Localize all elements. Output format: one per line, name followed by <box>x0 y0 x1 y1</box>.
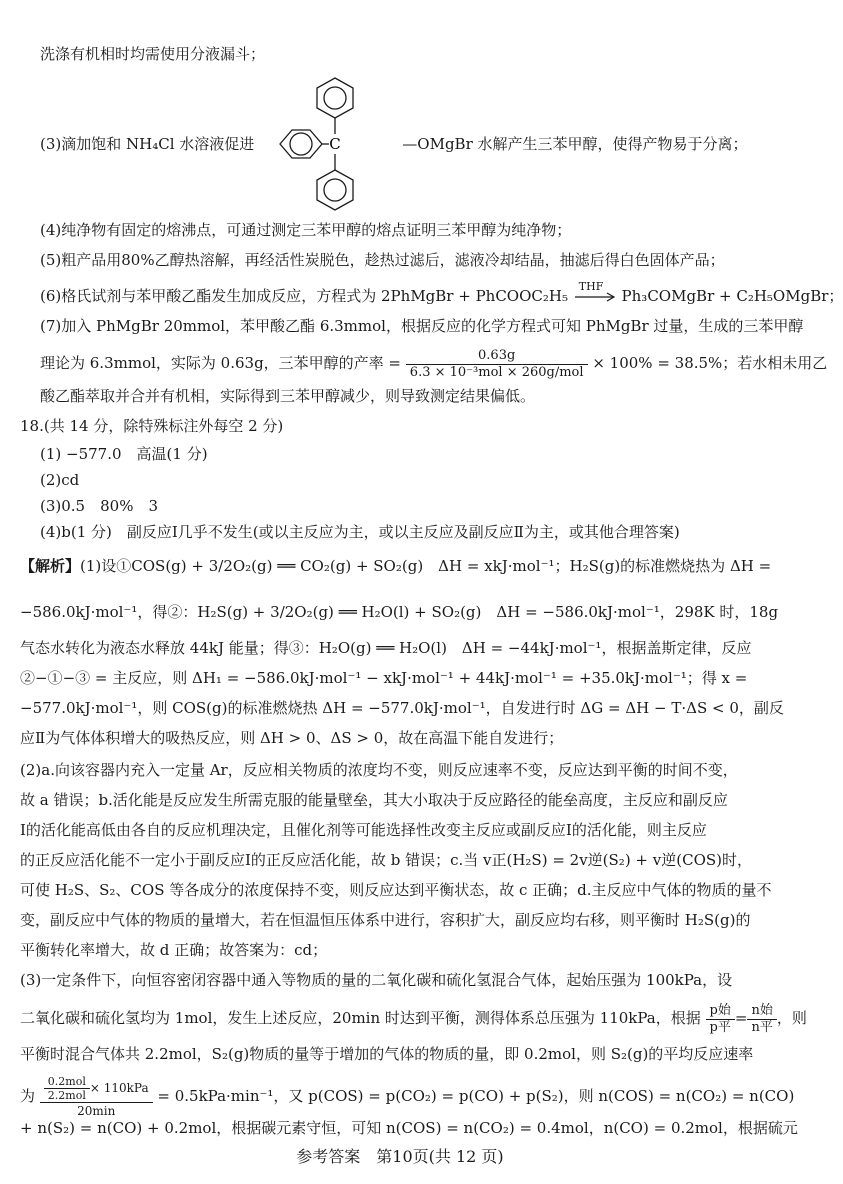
text-segment: Ph₃COMgBr + C₂H₅OMgBr； <box>621 287 843 305</box>
text-line: 平衡转化率增大，故 d 正确；故答案为：cd； <box>20 941 328 959</box>
question-heading: 18.(共 14 分，除特殊标注外每空 2 分) <box>20 417 284 435</box>
yield-fraction <box>406 348 588 381</box>
fraction-denominator: p平 <box>709 1019 731 1035</box>
text-line: 故 a 错误；b.活化能是反应发生所需克服的能量壁垒，其大小取决于反应路径的能垒高度，主反应和副反应 <box>20 791 728 809</box>
equals-sign: = <box>734 1009 748 1027</box>
arrow-condition: THF <box>578 280 604 293</box>
text-segment: ，则 <box>776 1009 807 1027</box>
text-segment: × 110kPa <box>89 1081 149 1095</box>
page-footer: 参考答案 第10页(共 12 页) <box>296 1147 504 1166</box>
text-line <box>20 556 771 576</box>
fraction-denominator: 2.2mol <box>47 1089 86 1102</box>
text-line: (7)加入 PhMgBr 20mmol，苯甲酸乙酯 6.3mmol，根据反应的化学方程式可知 PhMgBr 过量，生成的三苯甲醇 <box>40 317 804 335</box>
text-segment: —OMgBr 水解产生三苯甲醇，使得产物易于分离； <box>402 135 748 153</box>
text-segment: × 100% = 38.5%；若水相未用乙 <box>592 354 828 372</box>
text-segment: (6)格氏试剂与苯甲酸乙酯发生加成反应，方程式为 2PhMgBr + PhCOOC₂H₅ <box>40 287 568 305</box>
fraction-numerator: 0.63g <box>406 348 588 365</box>
text-segment: 为 <box>20 1087 36 1105</box>
text-line <box>40 345 827 381</box>
text-line: 气态水转化为液态水释放 44kJ 能量；得③：H₂O(g) ══ H₂O(l) ΔH = −44kJ·mol⁻¹，根据盖斯定律，反应 <box>20 639 752 657</box>
text-line <box>40 280 843 306</box>
text-line: −577.0kJ·mol⁻¹，则 COS(g)的标准燃烧热 ΔH = −577.0kJ·mol⁻¹，自发进行时 ΔG = ΔH − T·ΔS < 0，副反 <box>20 699 784 717</box>
text-line: ②−①−③ = 主反应，则 ΔH₁ = −586.0kJ·mol⁻¹ − xkJ·mol⁻¹ + 44kJ·mol⁻¹ = +35.0kJ·mol⁻¹；得 x = <box>20 669 748 687</box>
fraction-numerator: 0.2mol <box>44 1075 90 1089</box>
text-line: (3)一定条件下，向恒容密闭容器中通入等物质的量的二氧化碳和硫化氢混合气体，起始压强为 100kPa，设 <box>20 971 733 989</box>
text-line <box>20 1072 794 1120</box>
answer-line: (1) −577.0 高温(1 分) <box>40 445 208 463</box>
text-line: 应Ⅱ为气体体积增大的吸热反应，则 ΔH > 0、ΔS > 0，故在高温下能自发进行； <box>20 729 564 747</box>
answer-line: (2)cd <box>40 471 80 489</box>
text-line: −586.0kJ·mol⁻¹，得②：H₂S(g) + 3/2O₂(g) ══ H₂O(l) + SO₂(g) ΔH = −586.0kJ·mol⁻¹，298K 时，18g <box>20 603 779 621</box>
text-segment: (3)滴加饱和 NH₄Cl 水溶液促进 <box>40 135 255 153</box>
arrow-icon <box>573 286 617 306</box>
fraction-numerator: p始 <box>706 1003 735 1020</box>
text-segment: 理论为 6.3mmol，实际为 0.63g，三苯甲醇的产率 = <box>40 354 402 372</box>
fraction-numerator <box>40 1075 153 1103</box>
fraction-denominator: 20min <box>77 1104 116 1118</box>
rate-fraction <box>40 1075 153 1119</box>
text-line: Ⅰ的活化能高低由各自的反应机理决定，且催化剂等可能选择性改变主反应或副反应Ⅰ的活化能，则主反应 <box>20 821 707 839</box>
text-line: 可使 H₂S、S₂、COS 等各成分的浓度保持不变，则反应达到平衡状态，故 c 正确；d.主反应中气体的物质的量不 <box>20 881 772 899</box>
moles-fraction <box>747 1003 776 1036</box>
text-line: (5)粗产品用80%乙醇热溶解，再经活性炭脱色，趁热过滤后，滤液冷却结晶，抽滤后得白色固体产品； <box>40 251 725 269</box>
text-line: (2)a.向该容器内充入一定量 Ar，反应相关物质的浓度均不变，则反应速率不变，反应达到平衡的时间不变， <box>20 761 738 779</box>
analysis-tag: 【解析】 <box>20 557 81 575</box>
text-line <box>20 1000 807 1036</box>
text-line: + n(S₂) = n(CO) + 0.2mol，根据碳元素守恒，可知 n(COS) = n(CO₂) = 0.4mol，n(CO) = 0.2mol，根据硫元 <box>20 1119 798 1137</box>
pressure-fraction <box>706 1003 735 1036</box>
text-line: (4)纯净物有固定的熔沸点，可通过测定三苯甲醇的熔点证明三苯甲醇为纯净物； <box>40 221 572 239</box>
text-segment: (1)设①COS(g) + 3/2O₂(g) ══ CO₂(g) + SO₂(g) ΔH = xkJ·mol⁻¹；H₂S(g)的标准燃烧热为 ΔH = <box>80 557 772 575</box>
text-line: 变，副反应中气体的物质的量增大，若在恒温恒压体系中进行，容积扩大，副反应均右移，则平衡时 H₂S(g)的 <box>20 911 751 929</box>
fraction-denominator: 6.3 × 10⁻³mol × 260g/mol <box>409 364 584 380</box>
text-line: 的正反应活化能不一定小于副反应Ⅰ的正反应活化能，故 b 错误；c.当 v正(H₂S) = 2v逆(S₂) + v逆(COS)时， <box>20 851 753 869</box>
text-line <box>40 134 748 154</box>
reaction-arrow <box>573 280 617 306</box>
text-segment: = 0.5kPa·min⁻¹，又 p(COS) = p(CO₂) = p(CO) + p(S₂)，则 n(COS) = n(CO₂) = n(CO) <box>157 1087 795 1105</box>
answer-line: (4)b(1 分) 副反应Ⅰ几乎不发生(或以主反应为主，或以主反应及副反应Ⅱ为主，或其他合理答案) <box>40 523 680 541</box>
text-segment: 二氧化碳和硫化氢均为 1mol，发生上述反应，20min 时达到平衡，测得体系总压强为 110kPa，根据 <box>20 1009 701 1027</box>
fraction-numerator: n始 <box>747 1003 776 1020</box>
text-line: 平衡时混合气体共 2.2mol，S₂(g)物质的量等于增加的气体的物质的量，即 0.2mol，则 S₂(g)的平均反应速率 <box>20 1045 754 1063</box>
fraction-denominator: n平 <box>751 1019 773 1035</box>
answer-line: (3)0.5 80% 3 <box>40 497 158 515</box>
text-line: 酸乙酯萃取并合并有机相，实际得到三苯甲醇减少，则导致测定结果偏低。 <box>40 387 536 405</box>
svg-text:C: C <box>329 135 341 153</box>
inner-fraction <box>44 1075 90 1102</box>
text-line: 洗涤有机相时均需使用分液漏斗； <box>40 45 266 63</box>
